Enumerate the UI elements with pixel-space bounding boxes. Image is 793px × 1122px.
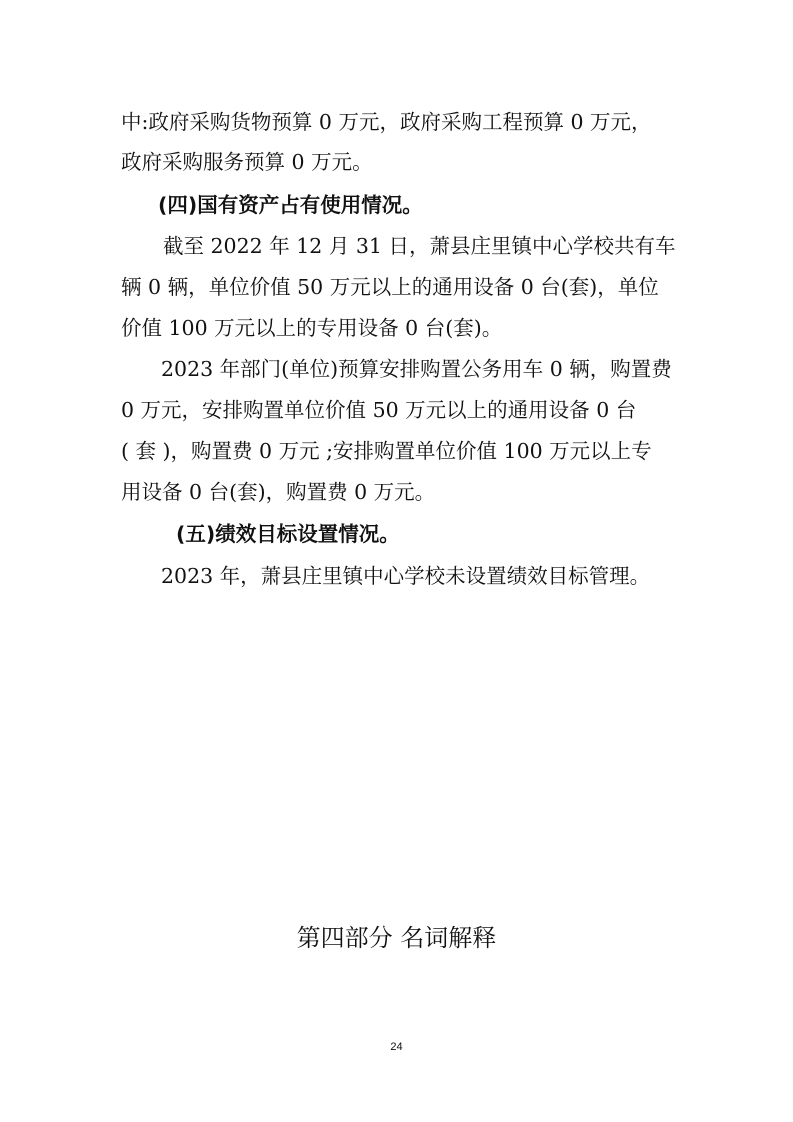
paragraph-performance: 2023 年，萧县庄里镇中心学校未设置绩效目标管理。 (161, 564, 651, 588)
paragraph-procurement-line-2: 政府采购服务预算 0 万元。 (121, 150, 373, 174)
page-number: 24 (390, 1041, 403, 1053)
section-heading-performance: (五)绩效目标设置情况。 (176, 522, 400, 546)
paragraph-procurement-line-1: 中:政府采购货物预算 0 万元，政府采购工程预算 0 万元， (121, 110, 652, 134)
paragraph-purchase-line-1: 2023 年部门(单位)预算安排购置公务用车 0 辆，购置费 (161, 357, 672, 381)
paragraph-purchase-line-4: 用设备 0 台(套)，购置费 0 万元。 (121, 480, 436, 504)
paragraph-purchase-line-2: 0 万元，安排购置单位价值 50 万元以上的通用设备 0 台 (121, 398, 637, 422)
part-title: 第四部分 名词解释 (296, 924, 497, 952)
paragraph-assets-line-2: 辆 0 辆，单位价值 50 万元以上的通用设备 0 台(套)，单位 (121, 275, 659, 299)
paragraph-assets-line-1: 截至 2022 年 12 月 31 日，萧县庄里镇中心学校共有车 (163, 234, 676, 258)
paragraph-assets-line-3: 价值 100 万元以上的专用设备 0 台(套)。 (121, 316, 503, 340)
section-heading-assets: (四)国有资产占有使用情况。 (158, 193, 423, 217)
paragraph-purchase-line-3: ( 套 )，购置费 0 万元 ;安排购置单位价值 100 万元以上专 (121, 439, 652, 463)
